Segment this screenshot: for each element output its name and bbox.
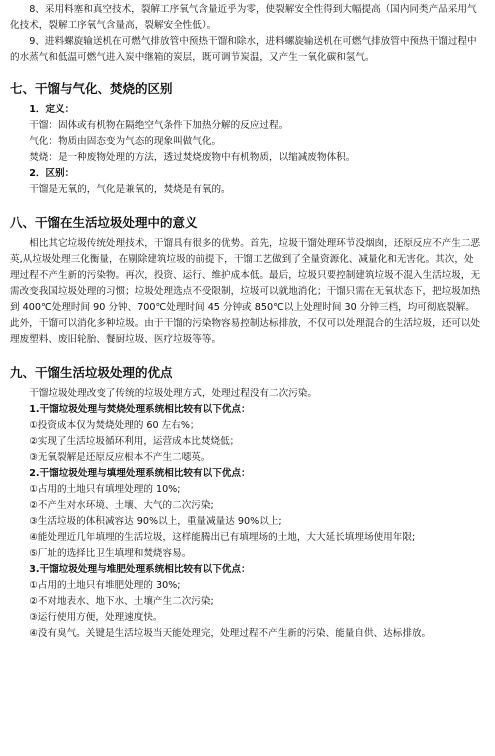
s7-line: 焚烧：是一种废物处理的方法，透过焚烧废物中有机物质，以缩减废物体积。: [29, 152, 356, 163]
list-item: ①投资成本仅为焚烧处理的 60 左右%；: [29, 420, 200, 431]
list-item: ⑤厂址的选择比卫生填埋和焚烧容易。: [29, 548, 192, 559]
list-item: ④没有臭气。关键是生活垃圾当天能处理完，处理过程不产生新的污染、能量自供、达标排放。: [29, 628, 432, 639]
list-item: ②不对地表水、地下水、土壤产生二次污染;: [29, 596, 214, 607]
s9-subheading-1: 1.干馏垃圾处理与焚烧处理系统相比较有以下优点：: [29, 404, 251, 415]
intro-paragraph-8: 8、采用料塞和真空技术，裂解工序氧气含量近乎为零，使裂解安全性得到大幅提高（国内同类产品采用气化技术，裂解工序氧气含量高，裂解安全性低）。: [10, 4, 477, 31]
s7-difference-heading: 2．区别：: [29, 168, 75, 179]
section-8-heading: 八、干馏在生活垃圾处理中的意义: [10, 215, 198, 230]
section-9-heading: 九、干馏生活垃圾处理的优点: [10, 365, 173, 380]
list-item: ③运行使用方便，处理速度快。: [29, 612, 163, 623]
section-7-heading: 七、干馏与气化、焚烧的区别: [10, 81, 173, 96]
s8-body: 相比其它垃圾传统处理技术，干馏具有很多的优势。首先，垃圾干馏处理环节没烟囱，还原反应不产生二恶英,从垃圾处理三化衡量，在剔除建筑垃圾的前提下，干馏工艺做到了全量资源化、减量化和无害化。其次，处理过程不产生新的污染物。再次，投资、运行、维护成本低。最后，垃圾只要控制建筑垃圾不混入生活垃圾，无需改变我国垃圾处理的习惯；垃圾处理选点不受限制，垃圾可以就地消化；干馏只需在无氧状态下，把垃圾加热到 400℃处理时间 90 分钟、700℃处理时间 45 分钟或 850℃以上处理时间 30 分钟三档，均可彻底裂解。此外，干馏可以消化多种垃圾。由于干馏的污染物容易控制达标排放，不仅可以处理混合的生活垃圾，还可以处理废塑料、废旧轮胎、餐厨垃圾、医疗垃圾等等。: [10, 238, 481, 345]
list-item: ②不产生对水环境、土壤、大气的二次污染;: [29, 500, 214, 511]
intro-paragraph-9: 9、进料螺旋输送机在可燃气排放管中预热干馏和除水，进料螺旋输送机在可燃气排放管中预热干馏过程中的水蒸气和低温可燃气进入炭中继箱的炭层，既可调节炭温，又产生一氧化碳和氢气。: [10, 36, 477, 63]
s9-subheading-2: 2.干馏垃圾处理与填埋处理系统相比较有以下优点：: [29, 468, 251, 479]
list-item: ②实现了生活垃圾循环利用，运营成本比焚烧低；: [29, 436, 240, 447]
s7-definition-heading: 1．定义：: [29, 104, 75, 115]
s9-lead: 干馏垃圾处理改变了传统的垃圾处理方式，处理过程没有二次污染。: [29, 388, 317, 399]
list-item: ①占用的土地只有填埋处理的 10%;: [29, 484, 181, 495]
s9-subheading-3: 3.干馏垃圾处理与堆肥处理系统相比较有以下优点：: [29, 564, 251, 575]
s7-line: 干馏是无氧的，气化是兼氧的，焚烧是有氧的。: [29, 184, 231, 195]
list-item: ④能处理近几年填埋的生活垃圾，这样能腾出已有填埋场的土地，大大延长填埋场使用年限;: [29, 532, 416, 543]
list-item: ①占用的土地只有堆肥处理的 30%;: [29, 580, 181, 591]
list-item: ③无氧裂解是还原反应根本不产生二噁英。: [29, 452, 211, 463]
s7-line: 干馏：固体或有机物在隔绝空气条件下加热分解的反应过程。: [29, 120, 289, 131]
s7-line: 气化：物质由固态变为气态的现象叫做气化。: [29, 136, 222, 147]
list-item: ③生活垃圾的体积减容达 90%以上，重量减量达 90%以上;: [29, 516, 282, 527]
